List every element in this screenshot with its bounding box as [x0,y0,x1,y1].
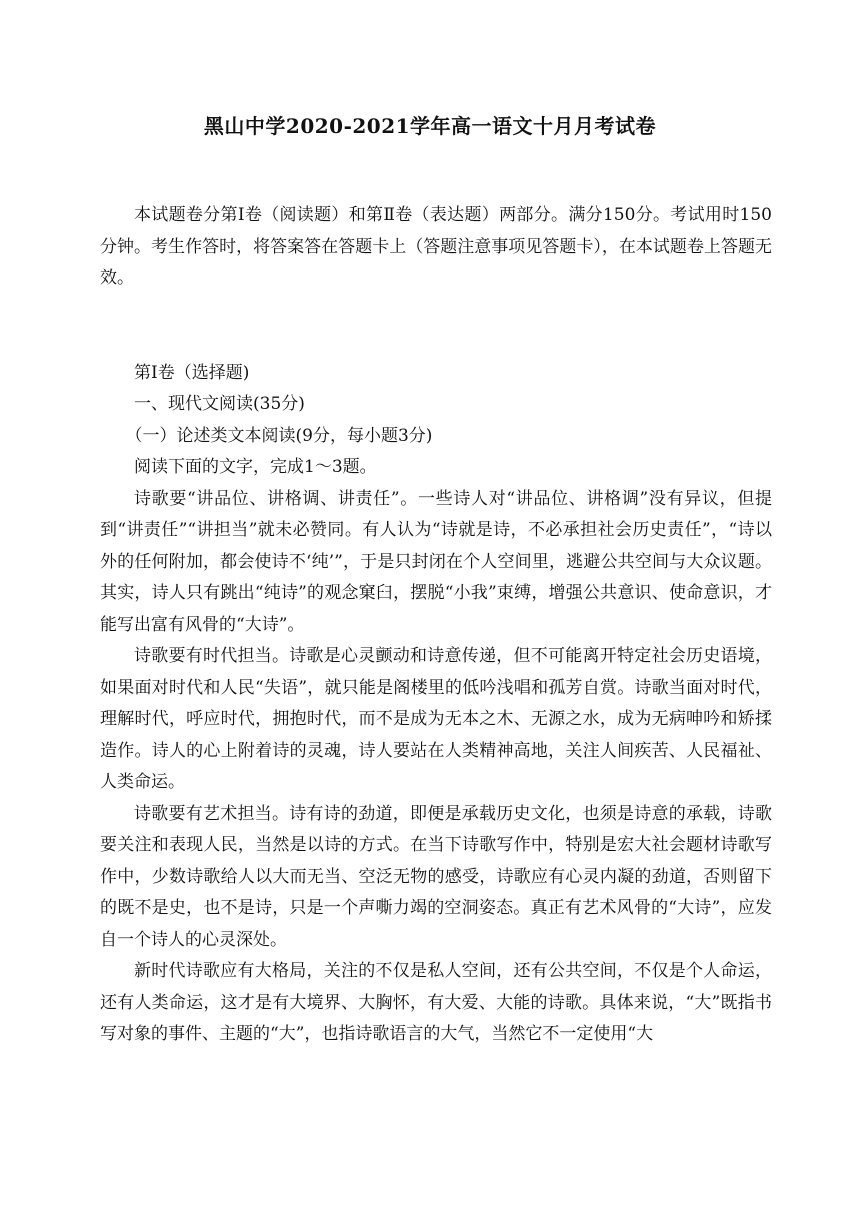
exam-title: 黑山中学2020-2021学年高一语文十月月考试卷 [203,114,657,138]
passage-paragraph: 诗歌要有时代担当。诗歌是心灵颤动和诗意传递，但不可能离开特定社会历史语境，如果面对时代和人民“失语”，就只能是阁楼里的低吟浅唱和孤芳自赏。诗歌当面对时代，理解时代，呼应时代，拥抱时代，而不是成为无本之木、无源之水，成为无病呻吟和矫揉造作。诗人的心上附着诗的灵魂，诗人要站在人类精神高地，关注人间疾苦、人民福祉、人类命运。 [100,646,772,792]
passage-paragraph: 诗歌要有艺术担当。诗有诗的劲道，即便是承载历史文化，也须是诗意的承载，诗歌要关注和表现人民，当然是以诗的方式。在当下诗歌写作中，特别是宏大社会题材诗歌写作中，少数诗歌给人以大而无当、空泛无物的感受，诗歌应有心灵内凝的劲道，否则留下的既不是史，也不是诗，只是一个声嘶力竭的空洞姿态。真正有艺术风骨的“大诗”，应发自一个诗人的心灵深处。 [100,803,772,950]
passage-paragraph: 诗歌要“讲品位、讲格调、讲责任”。一些诗人对“讲品位、讲格调”没有异议，但提到“讲责任”“讲担当”就未必赞同。有人认为“诗就是诗，不必承担社会历史责任”，“诗以外的任何附加，都会使诗不‘纯’”，于是只封闭在个人空间里，逃避公共空间与大众议题。其实，诗人只有跳出“纯诗”的观念窠臼，摆脱“小我”束缚，增强公共意识、使命意识，才能写出富有风骨的“大诗”。 [100,488,772,635]
section-title: 第Ⅰ卷（选择题) [134,362,250,383]
exam-intro: 本试题卷分第Ⅰ卷（阅读题）和第Ⅱ卷（表达题）两部分。满分150分。考试用时150分钟。考生作答时，将答案答在答题卡上（答题注意事项见答题卡），在本试题卷上答题无效。 [100,205,772,288]
passage-paragraph: 新时代诗歌应有大格局，关注的不仅是私人空间，还有公共空间，不仅是个人命运，还有人类命运，这才是有大境界、大胸怀，有大爱、大能的诗歌。具体来说，“大”既指书写对象的事件、主题的“大”，也指诗歌语言的大气，当然它不一定使用“大 [100,961,772,1044]
reading-instruction: 阅读下面的文字，完成1～3题。 [134,457,377,477]
exam-body [100,200,772,1051]
part-title: 一、现代文阅读(35分) [134,394,305,414]
subpart-title: （一）论述类文本阅读(9分，每小题3分) [125,425,433,446]
